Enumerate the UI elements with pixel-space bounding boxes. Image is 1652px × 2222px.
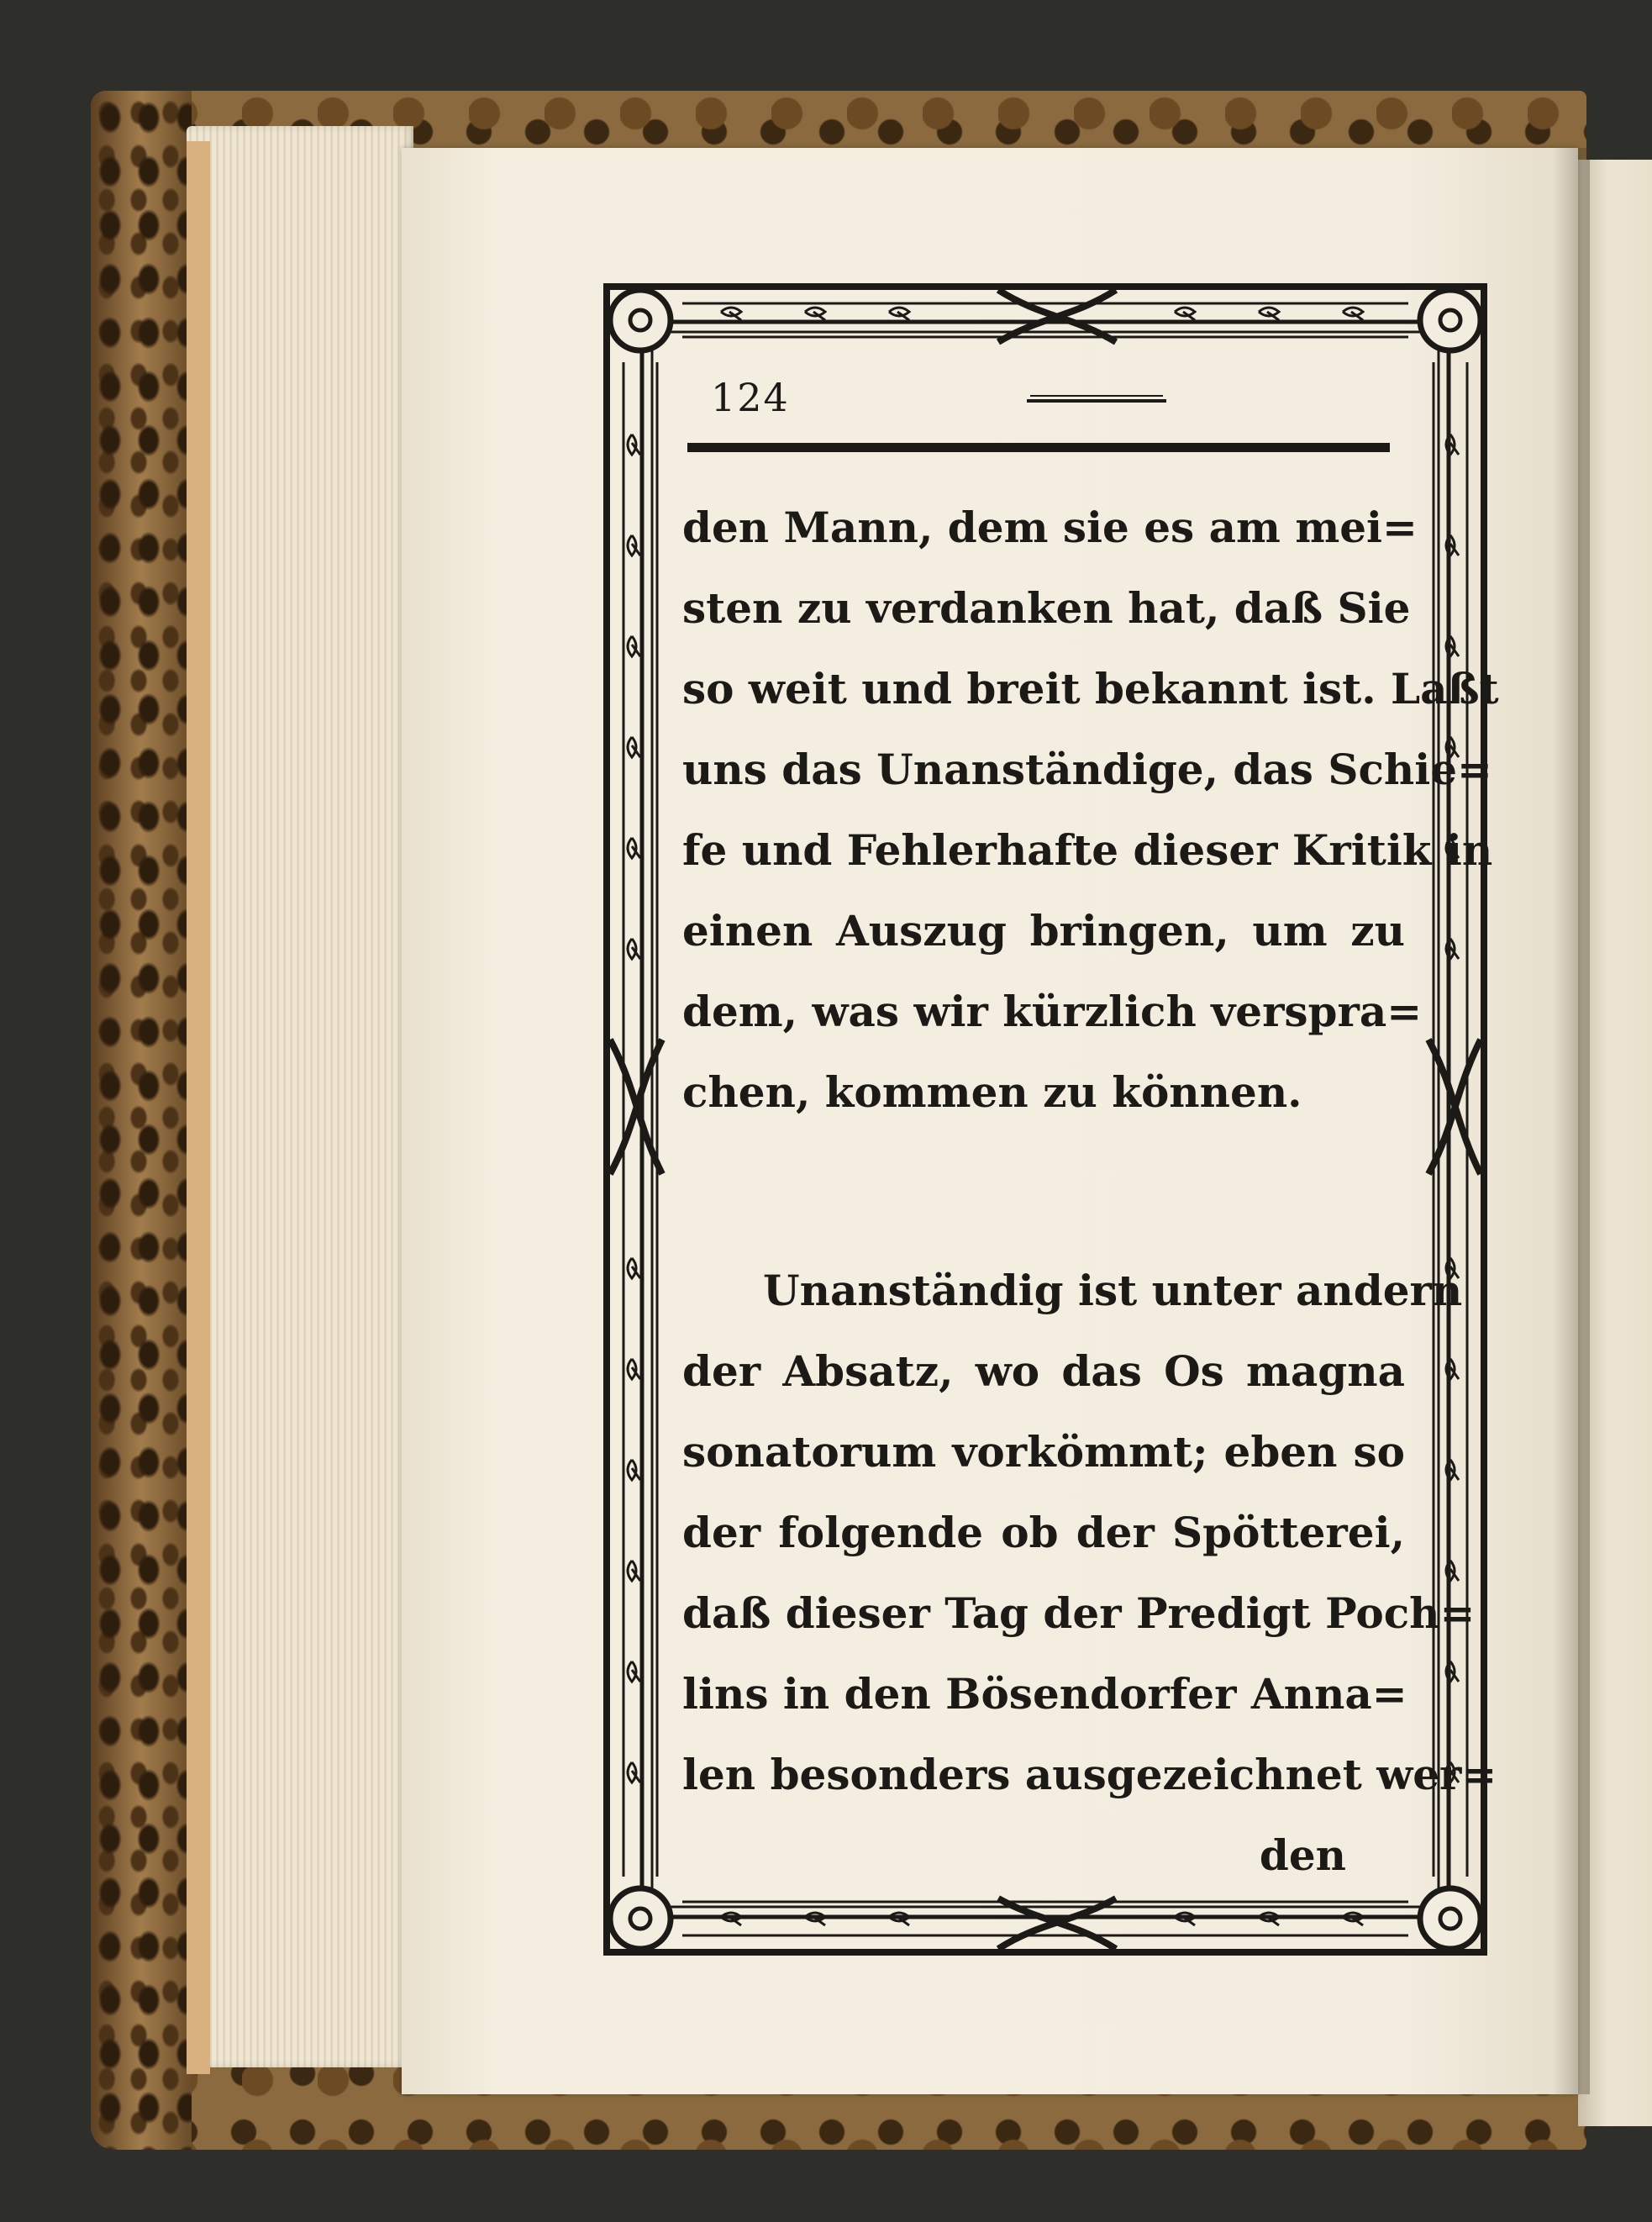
text-line: fe und Fehlerhafte dieser Kritik in xyxy=(682,825,1493,875)
text-line: der Absatz, wo das Os magna xyxy=(682,1346,1405,1396)
book-spine xyxy=(91,91,192,2150)
text-line: der folgende ob der Spötterei, xyxy=(682,1508,1405,1557)
text-line: sten zu verdanken hat, daß Sie xyxy=(682,583,1411,633)
page-edge-tint xyxy=(187,141,210,2074)
text-line: einen Auszug bringen, um zu xyxy=(682,906,1405,956)
text-line: den Mann, dem sie es am mei= xyxy=(682,503,1418,552)
text-line: Unanständig ist unter andern xyxy=(763,1266,1463,1315)
text-line: uns das Unanständige, das Schie= xyxy=(682,745,1492,794)
text-line: sonatorum vorkömmt; eben so xyxy=(682,1427,1405,1477)
header-ornament xyxy=(1027,393,1166,405)
page-edges xyxy=(187,126,413,2067)
header-rule xyxy=(687,443,1390,452)
catchword: den xyxy=(1259,1830,1346,1880)
text-line: daß dieser Tag der Predigt Poch= xyxy=(682,1588,1476,1638)
gutter-shadow xyxy=(1553,148,1590,2094)
text-line: so weit und breit bekannt ist. Laßt xyxy=(682,664,1499,713)
text-line: dem, was wir kürzlich verspra= xyxy=(682,987,1423,1036)
text-line: lins in den Bösendorfer Anna= xyxy=(682,1669,1407,1719)
page-number: 124 xyxy=(711,375,790,420)
text-line: len besonders ausgezeichnet wer= xyxy=(682,1750,1497,1799)
text-line: chen, kommen zu können. xyxy=(682,1067,1302,1117)
